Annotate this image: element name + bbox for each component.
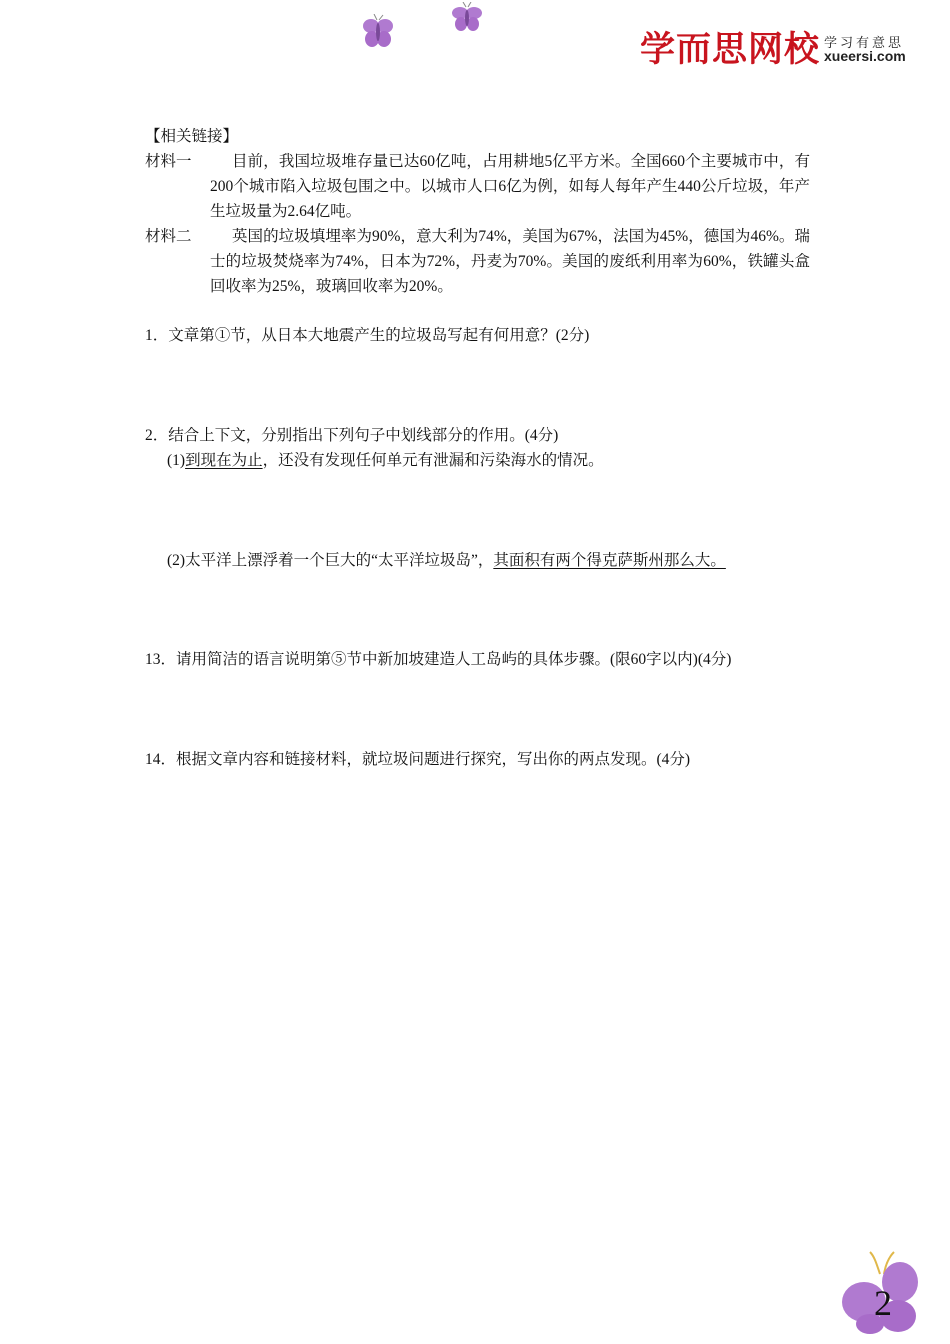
question-2-part-1 <box>145 448 810 473</box>
brand-name: 学而思网校 <box>640 30 821 70</box>
underlined-phrase: 其面积有两个得克萨斯州那么大。 <box>493 552 726 569</box>
material-two <box>145 224 810 299</box>
related-links-heading: 【相关链接】 <box>145 128 239 145</box>
question-2-part-2 <box>145 548 810 573</box>
underlined-phrase: 到现在为止 <box>185 452 263 469</box>
material-label: 材料二 <box>145 228 192 245</box>
part-prefix: (2)太平洋上漂浮着一个巨大的“太平洋垃圾岛”， <box>167 552 494 569</box>
brand-url: xueersi.com <box>824 48 906 64</box>
page-number: 2 <box>874 1283 892 1323</box>
butterfly-icon <box>360 14 396 50</box>
material-text: 目前，我国垃圾堆存量已达60亿吨，占用耕地5亿平方米。全国660个主要城市中，有200个城市陷入垃圾包围之中。以城市人口6亿为例，如每人每年产生440公斤垃圾，年产生垃圾量为2.64亿吨。 <box>210 153 810 220</box>
part-rest: ，还没有发现任何单元有泄漏和污染海水的情况。 <box>262 452 604 469</box>
question-2: 2．结合上下文，分别指出下列句子中划线部分的作用。(4分) <box>145 427 559 444</box>
question-1: 1．文章第①节，从日本大地震产生的垃圾岛写起有何用意？(2分) <box>145 327 590 344</box>
question-14: 14．根据文章内容和链接材料，就垃圾问题进行探究，写出你的两点发现。(4分) <box>145 751 691 768</box>
butterfly-icon <box>450 2 484 34</box>
part-prefix: (1) <box>167 452 186 469</box>
material-label: 材料一 <box>145 153 192 170</box>
question-13: 13．请用简洁的语言说明第⑤节中新加坡建造人工岛屿的具体步骤。(限60字以内)(4分) <box>145 651 732 668</box>
material-one <box>145 149 810 224</box>
material-text: 英国的垃圾填埋率为90%，意大利为74%，美国为67%，法国为45%，德国为46%。瑞士的垃圾焚烧率为74%，日本为72%，丹麦为70%。美国的废纸利用率为60%，铁罐头盒回收率为25%，玻璃回收率为20%。 <box>210 228 810 295</box>
document-body <box>145 124 810 772</box>
brand-slogan: 学习有意思 <box>824 36 905 51</box>
